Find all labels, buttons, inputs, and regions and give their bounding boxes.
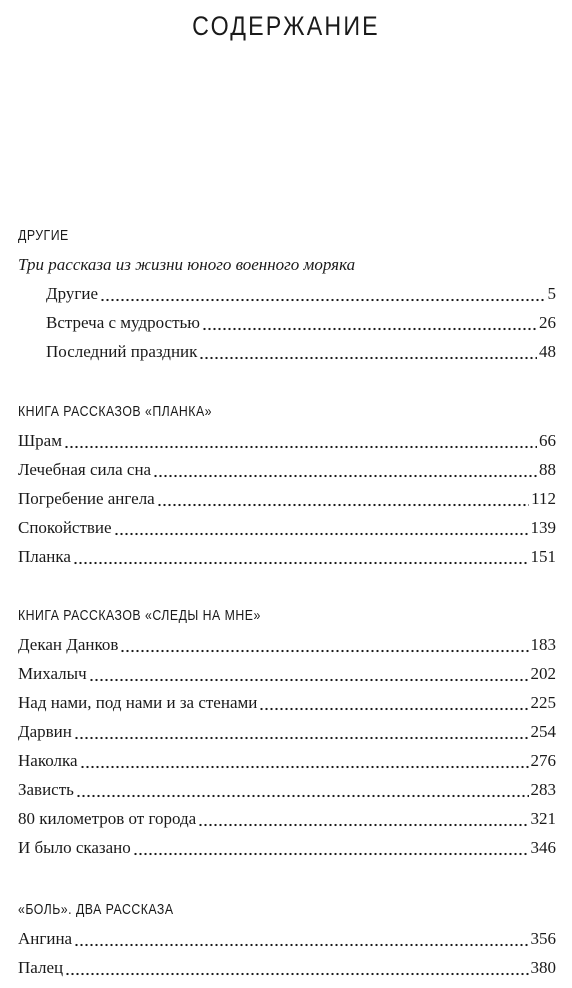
toc-entry[interactable] [18, 717, 556, 746]
toc-entry[interactable] [18, 484, 556, 513]
entry-page: 321 [530, 809, 556, 828]
entry-title: Спокойствие [18, 518, 112, 537]
entry-title: Ангина [18, 929, 73, 948]
entry-title: Михалыч [18, 664, 87, 683]
entry-title: Палец [18, 958, 64, 977]
entry-title: 80 километров от города [18, 809, 197, 828]
toc-entry[interactable] [18, 308, 556, 337]
dot-leader [202, 308, 537, 337]
section-heading: «БОЛЬ». ДВА РАССКАЗА [18, 901, 174, 918]
toc-entry[interactable] [18, 455, 556, 484]
toc-entry[interactable] [18, 542, 556, 571]
dot-leader [80, 746, 529, 775]
entry-title: Погребение ангела [18, 489, 155, 508]
entry-title: И было сказано [18, 838, 131, 857]
toc-section-others [18, 222, 556, 366]
dot-leader [133, 833, 529, 862]
entry-page: 48 [539, 342, 556, 361]
dot-leader [100, 279, 546, 308]
entry-page: 283 [530, 780, 556, 799]
entry-page: 254 [530, 722, 556, 741]
entry-page: 225 [530, 693, 556, 712]
entry-page: 346 [530, 838, 556, 857]
entry-page: 380 [530, 958, 556, 977]
entry-title: Планка [18, 547, 71, 566]
entry-page: 26 [539, 313, 556, 332]
dot-leader [64, 426, 537, 455]
toc-entry[interactable] [18, 953, 556, 982]
dot-leader [89, 659, 529, 688]
toc-entry[interactable] [18, 924, 556, 953]
entry-page: 139 [530, 518, 556, 537]
toc-entry[interactable] [18, 630, 556, 659]
dot-leader [76, 775, 529, 804]
page-title: СОДЕРЖАНИЕ [192, 11, 380, 41]
toc-section-sledy [18, 602, 556, 862]
toc-entry[interactable] [18, 833, 556, 862]
entry-title: Последний праздник [46, 342, 198, 361]
dot-leader [74, 924, 528, 953]
dot-leader [153, 455, 537, 484]
dot-leader [120, 630, 528, 659]
entry-page: 151 [530, 547, 556, 566]
section-heading: ДРУГИЕ [18, 227, 69, 244]
toc-section-planka [18, 398, 556, 571]
entry-page: 356 [530, 929, 556, 948]
entry-page: 183 [530, 635, 556, 654]
entry-title: Встреча с мудростью [46, 313, 200, 332]
entry-title: Шрам [18, 431, 62, 450]
toc-entry[interactable] [18, 659, 556, 688]
dot-leader [65, 953, 528, 982]
toc-entry[interactable] [18, 513, 556, 542]
dot-leader [73, 542, 529, 571]
entry-title: Другие [46, 284, 98, 303]
entry-page: 202 [530, 664, 556, 683]
section-heading: КНИГА РАССКАЗОВ «ПЛАНКА» [18, 403, 213, 420]
entry-title: Над нами, под нами и за стенами [18, 693, 258, 712]
toc-entry[interactable] [18, 804, 556, 833]
entry-title: Зависть [18, 780, 74, 799]
toc-section-bol [18, 896, 556, 982]
entry-title: Наколка [18, 751, 78, 770]
entry-page: 5 [547, 284, 556, 303]
dot-leader [114, 513, 529, 542]
dot-leader [198, 804, 528, 833]
dot-leader [199, 337, 537, 366]
dot-leader [74, 717, 529, 746]
toc-entry[interactable] [18, 746, 556, 775]
entry-title: Лечебная сила сна [18, 460, 152, 479]
toc-entry[interactable] [18, 337, 556, 366]
section-subtitle: Три рассказа из жизни юного военного моряка [18, 255, 356, 274]
toc-entry[interactable] [18, 426, 556, 455]
dot-leader [157, 484, 529, 513]
entry-page: 66 [539, 431, 556, 450]
entry-title: Дарвин [18, 722, 72, 741]
entry-page: 112 [531, 489, 556, 508]
entry-page: 88 [539, 460, 556, 479]
toc-entry[interactable] [18, 775, 556, 804]
toc-entry[interactable] [18, 279, 556, 308]
entry-page: 276 [530, 751, 556, 770]
toc-entry[interactable] [18, 688, 556, 717]
section-heading: КНИГА РАССКАЗОВ «СЛЕДЫ НА МНЕ» [18, 607, 261, 624]
entry-title: Декан Данков [18, 635, 119, 654]
dot-leader [259, 688, 528, 717]
